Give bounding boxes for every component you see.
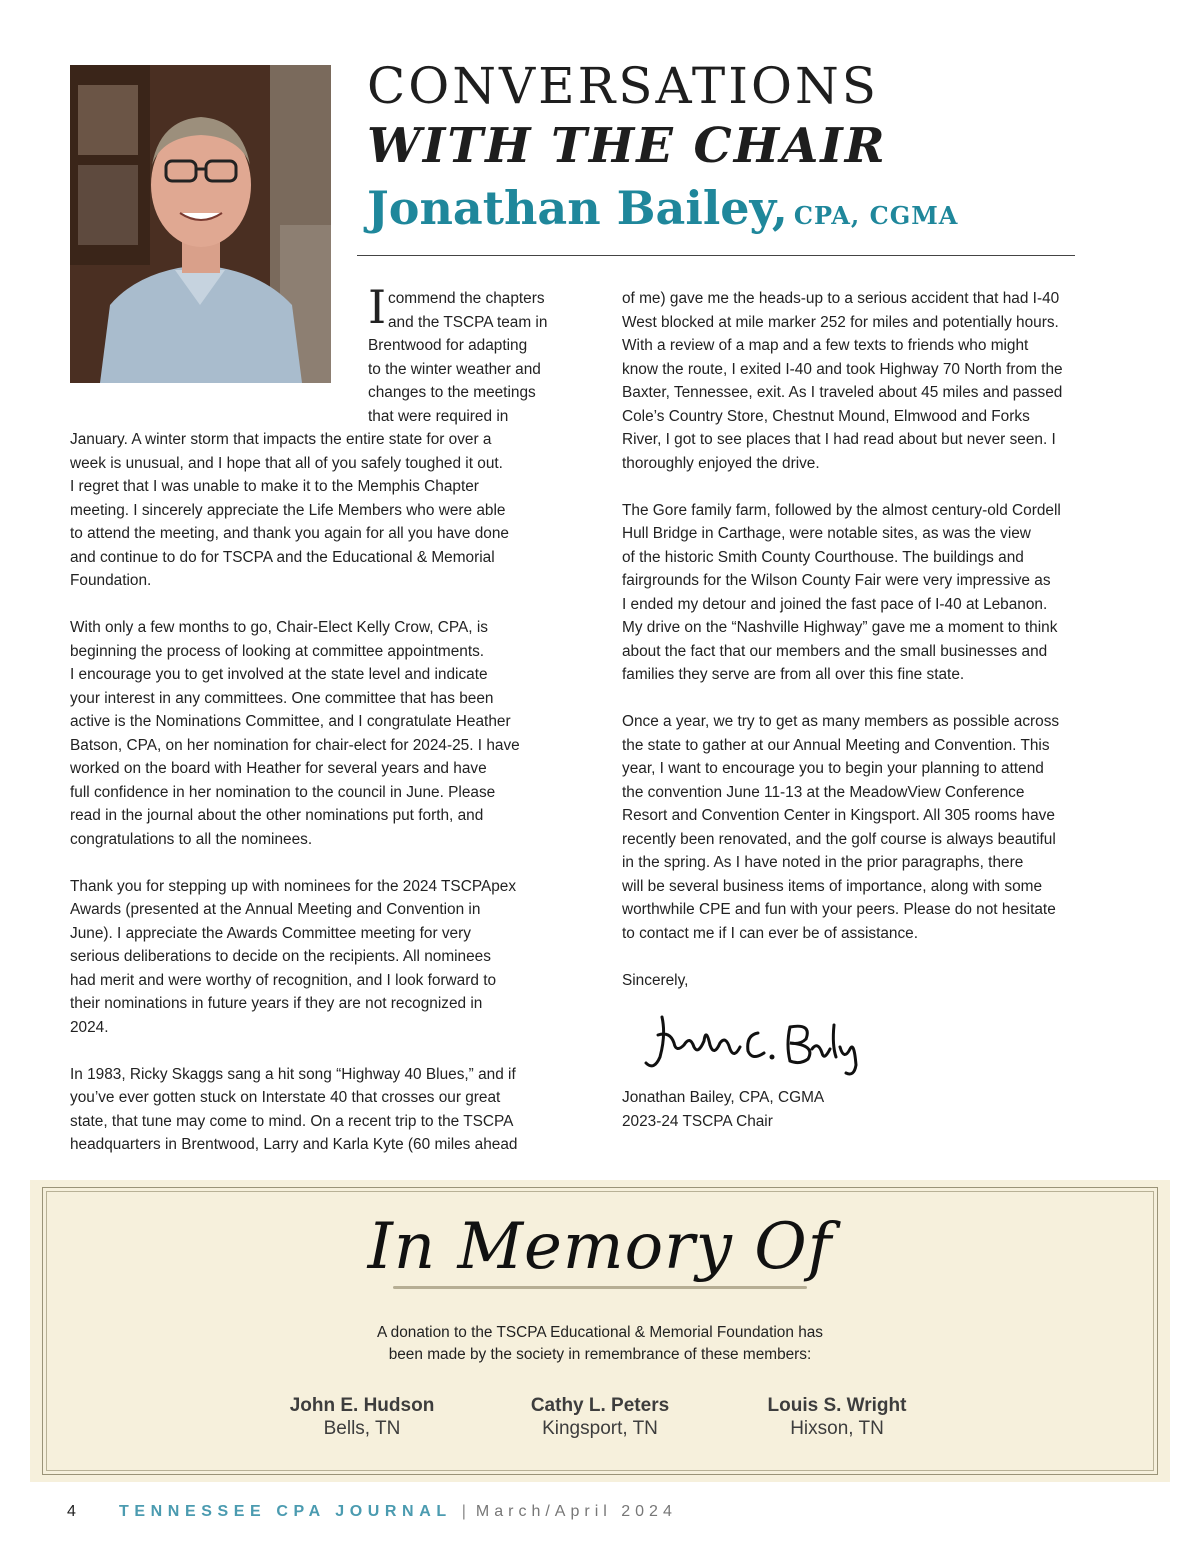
body-line: the state to gather at our Annual Meeting and Convention. This (622, 736, 1050, 754)
body-line: year, I want to encourage you to begin your planning to attend (622, 760, 1044, 777)
drop-cap: I (368, 280, 387, 334)
body-line: in the spring. As I have noted in the prior paragraphs, there (622, 854, 1024, 871)
body-line: worked on the board with Heather for several years and have (70, 760, 487, 777)
body-line: to contact me if I can ever be of assistance. (622, 924, 918, 942)
paragraph-gap (622, 475, 1063, 499)
body-line: January. A winter storm that impacts the entire state for over a (70, 431, 492, 448)
body-line: I ended my detour and joined the fast pace of I-40 at Lebanon. (622, 595, 1048, 613)
body-line: June). I appreciate the Awards Committee meeting for very (70, 924, 471, 942)
body-line: their nominations in future years if they are not recognized in (70, 995, 483, 1012)
page-number: 4 (67, 1503, 76, 1520)
body-line: I encourage you to get involved at the state level and indicate (70, 666, 488, 683)
intro-text (368, 287, 547, 428)
intro-line: Brentwood for adapting (368, 337, 528, 354)
person-city: Kingsport, TN (542, 1418, 658, 1439)
memory-title-underline (393, 1286, 807, 1289)
body-line: I regret that I was unable to make it to the Memphis Chapter (70, 478, 479, 495)
body-line: My drive on the “Nashville Highway” gave me a moment to think (622, 619, 1058, 636)
header-divider (357, 255, 1075, 256)
body-line: Sincerely, (622, 971, 689, 989)
intro-line: that were required in (368, 407, 509, 425)
intro-line: to the winter weather and (368, 360, 541, 378)
signature (640, 1005, 870, 1080)
person-city: Hixson, TN (790, 1418, 884, 1439)
paragraph-gap (70, 1039, 520, 1063)
body-line: your interest in any committees. One committee that has been (70, 689, 494, 707)
body-line: Thank you for stepping up with nominees for the 2024 TSCPApex (70, 877, 517, 895)
body-line: to attend the meeting, and thank you again for all you have done (70, 525, 509, 542)
memory-title: In Memory Of (367, 1210, 833, 1284)
body-line: Baxter, Tennessee, exit. As I traveled about 45 miles and passed (622, 384, 1063, 401)
body-line: the convention June 11-13 at the MeadowView Conference (622, 783, 1025, 801)
author-name: Jonathan Bailey, (367, 181, 788, 235)
memorial-person (242, 1394, 482, 1440)
body-line: Cole’s Country Store, Chestnut Mound, Elmwood and Forks (622, 407, 1030, 425)
memory-text-line: A donation to the TSCPA Educational & Memorial Foundation has (376, 1324, 824, 1341)
journal-name: TENNESSEE CPA JOURNAL (119, 1503, 452, 1520)
signoff-title: 2023-24 TSCPA Chair (622, 1112, 773, 1130)
portrait-photo (70, 65, 331, 383)
body-line: With only a few months to go, Chair-Elect Kelly Crow, CPA, is (70, 619, 488, 636)
body-line: read in the journal about the other nominations put forth, and (70, 807, 484, 824)
body-line: know the route, I exited I-40 and took Highway 70 North from the (622, 360, 1063, 378)
person-name: Louis S. Wright (767, 1395, 907, 1416)
author-heading (367, 176, 1087, 248)
body-line: fairgrounds for the Wilson County Fair were very impressive as (622, 572, 1051, 589)
body-line: thoroughly enjoyed the drive. (622, 454, 820, 472)
memorial-person (480, 1394, 720, 1440)
header-line2: WITH THE CHAIR (367, 118, 887, 174)
intro-line: commend the chapters (388, 290, 545, 307)
header-line1: CONVERSATIONS (367, 57, 879, 115)
body-line: West blocked at mile marker 252 for miles and potentially hours. (622, 313, 1059, 331)
body-line: and continue to do for TSCPA and the Educational & Memorial (70, 548, 495, 566)
in-memory-box (30, 1180, 1170, 1482)
issue-date: March/April 2024 (475, 1503, 677, 1520)
paragraph-gap (622, 687, 1063, 711)
body-line: Resort and Convention Center in Kingsport. All 305 rooms have (622, 807, 1055, 824)
body-line: worthwhile CPE and fun with your peers. Please do not hesitate (622, 901, 1056, 918)
body-line: families they serve are from all over this fine state. (622, 666, 965, 683)
body-line: Batson, CPA, on her nomination for chair-elect for 2024-25. I have (70, 736, 520, 754)
body-line: full confidence in her nomination to the council in June. Please (70, 783, 496, 801)
body-line: The Gore family farm, followed by the almost century-old Cordell (622, 501, 1061, 519)
body-line: Foundation. (70, 572, 152, 589)
body-line: of the historic Smith County Courthouse. The buildings and (622, 548, 1024, 566)
article-header (367, 56, 1087, 248)
body-line: 2024. (70, 1018, 109, 1036)
left-column (70, 428, 520, 1157)
body-line: serious deliberations to decide on the recipients. All nominees (70, 948, 491, 965)
body-line: recently been renovated, and the golf course is always beautiful (622, 830, 1056, 848)
intro-line: and the TSCPA team in (388, 313, 548, 331)
body-line: With a review of a map and a few texts to friends who might (622, 337, 1029, 354)
memory-text-line: been made by the society in remembrance of these members: (388, 1346, 812, 1363)
body-line: In 1983, Ricky Skaggs sang a hit song “Highway 40 Blues,” and if (70, 1065, 516, 1083)
body-line: meeting. I sincerely appreciate the Life Members who were able (70, 501, 506, 519)
body-line: River, I got to see places that I had read about but never seen. I (622, 431, 1056, 448)
body-line: congratulations to all the nominees. (70, 830, 313, 848)
body-line: Hull Bridge in Carthage, were notable sites, as was the view (622, 525, 1031, 542)
body-line: had merit and were worthy of recognition, and I look forward to (70, 971, 497, 989)
memorial-person (717, 1394, 957, 1440)
body-line: headquarters in Brentwood, Larry and Karla Kyte (60 miles ahead (70, 1136, 518, 1153)
body-line: week is unusual, and I hope that all of you safely toughed it out. (70, 454, 503, 472)
person-name: Cathy L. Peters (530, 1395, 670, 1416)
body-line: will be several business items of importance, along with some (622, 877, 1043, 895)
author-credentials: CPA, CGMA (793, 201, 959, 230)
intro-line: changes to the meetings (368, 384, 536, 401)
body-line: active is the Nominations Committee, and I congratulate Heather (70, 713, 511, 730)
body-line: Once a year, we try to get as many members as possible across (622, 713, 1060, 730)
body-line: Awards (presented at the Annual Meeting and Convention in (70, 901, 481, 918)
body-line: you’ve ever gotten stuck on Interstate 40 that crosses our great (70, 1089, 501, 1106)
signature-image (640, 1005, 870, 1080)
body-line: of me) gave me the heads-up to a serious accident that had I-40 (622, 290, 1060, 307)
memory-text (30, 1322, 1170, 1366)
signoff-name: Jonathan Bailey, CPA, CGMA (622, 1089, 825, 1106)
footer-separator: | (461, 1503, 466, 1520)
body-line: state, that tune may come to mind. On a recent trip to the TSCPA (70, 1112, 514, 1130)
body-line: beginning the process of looking at committee appointments. (70, 642, 485, 660)
paragraph-gap (622, 945, 1063, 969)
page-footer (67, 1503, 677, 1521)
body-line: about the fact that our members and the small businesses and (622, 642, 1048, 660)
portrait-illustration (70, 65, 331, 383)
person-name: John E. Hudson (289, 1395, 435, 1416)
paragraph-gap (70, 851, 520, 875)
paragraph-gap (70, 593, 520, 617)
person-city: Bells, TN (323, 1418, 401, 1439)
